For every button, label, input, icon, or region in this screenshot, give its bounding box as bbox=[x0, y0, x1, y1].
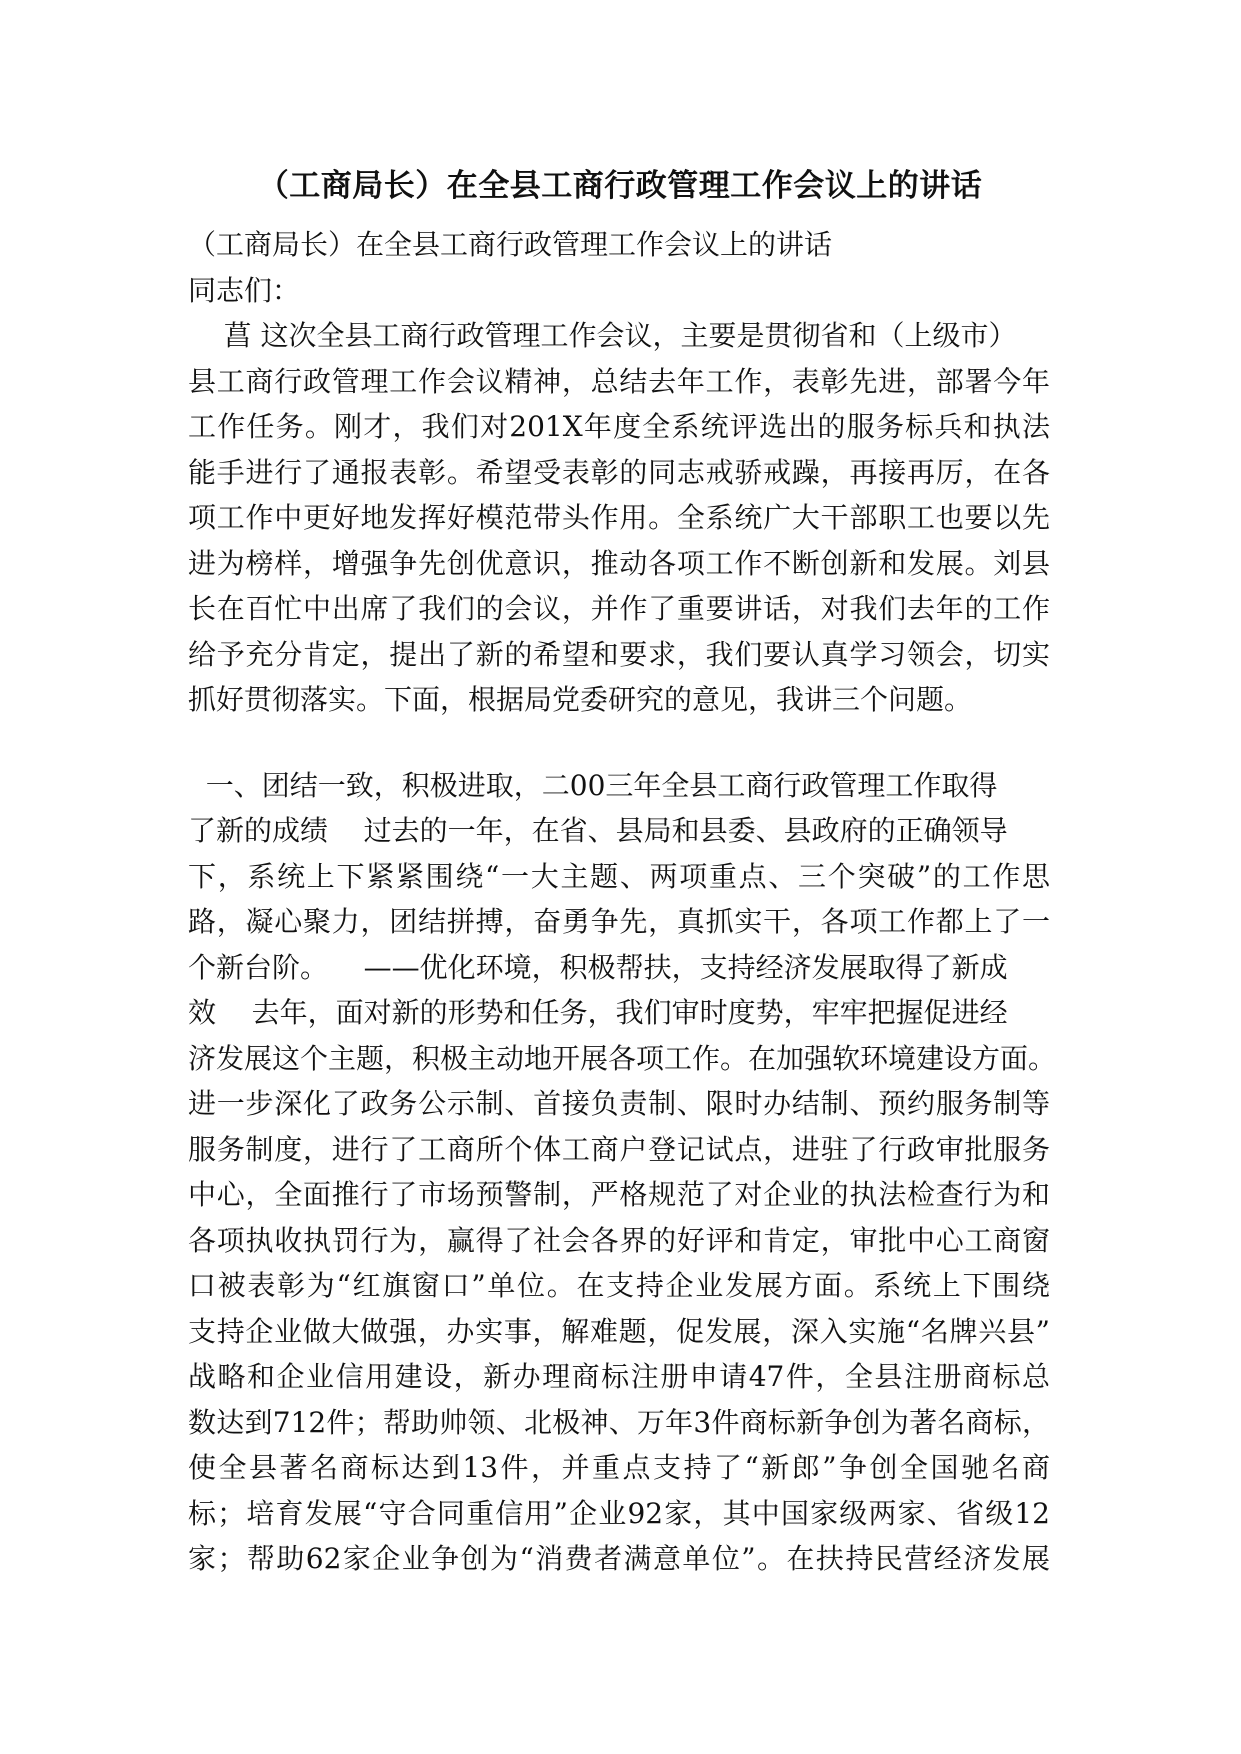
body-line: 口被表彰为“红旗窗口”单位。在支持企业发展方面。系统上下围绕 bbox=[188, 1269, 1050, 1302]
body-line: （工商局长）在全县工商行政管理工作会议上的讲话 bbox=[188, 228, 833, 261]
body-line: 项工作中更好地发挥好模范带头作用。全系统广大干部职工也要以先 bbox=[188, 501, 1050, 534]
body-line: 支持企业做大做强，办实事，解难题，促发展，深入实施“名牌兴县” bbox=[188, 1314, 1050, 1348]
body-line: 工作任务。刚才，我们对201X年度全系统评选出的服务标兵和执法 bbox=[188, 410, 1050, 443]
salutation-line: 同志们： bbox=[188, 273, 301, 307]
document-body bbox=[188, 222, 1057, 1582]
body-line: 能手进行了通报表彰。希望受表彰的同志戒骄戒躁，再接再厉，在各 bbox=[188, 455, 1050, 489]
body-line: 家；帮助62家企业争创为“消费者满意单位”。在扶持民营经济发展 bbox=[188, 1542, 1050, 1575]
body-line: 抓好贯彻落实。下面，根据局党委研究的意见，我讲三个问题。 bbox=[188, 683, 973, 716]
paragraph-gap bbox=[188, 723, 1050, 763]
body-line: 路，凝心聚力，团结拼搏，奋勇争先，真抓实干，各项工作都上了一 bbox=[188, 905, 1050, 938]
body-line: 使全县著名商标达到13件，并重点支持了“新郎”争创全国驰名商 bbox=[188, 1451, 1050, 1484]
body-line: 标；培育发展“守合同重信用”企业92家，其中国家级两家、省级12 bbox=[188, 1496, 1050, 1530]
body-line: 效 去年，面对新的形势和任务，我们审时度势，牢牢把握促进经 bbox=[188, 996, 1008, 1029]
body-line: 长在百忙中出席了我们的会议，并作了重要讲话，对我们去年的工作 bbox=[188, 592, 1050, 625]
body-line: 战略和企业信用建设，新办理商标注册申请47件，全县注册商标总 bbox=[188, 1360, 1050, 1393]
body-line: 进为榜样，增强争先创优意识，推动各项工作不断创新和发展。刘县 bbox=[188, 546, 1050, 580]
section-heading-line: 一、团结一致，积极进取，二00三年全县工商行政管理工作取得 bbox=[188, 768, 998, 802]
body-line: 了新的成绩 过去的一年，在省、县局和县委、县政府的正确领导 bbox=[188, 814, 1008, 847]
document-title: （工商局长）在全县工商行政管理工作会议上的讲话 bbox=[257, 168, 983, 204]
body-line: 进一步深化了政务公示制、首接负责制、限时办结制、预约服务制等 bbox=[188, 1087, 1050, 1120]
body-line: 济发展这个主题，积极主动地开展各项工作。在加强软环境建设方面。 bbox=[188, 1041, 1057, 1075]
body-line: 菖 这次全县工商行政管理工作会议，主要是贯彻省和（上级市） bbox=[188, 319, 1017, 352]
body-line: 服务制度，进行了工商所个体工商户登记试点，进驻了行政审批服务 bbox=[188, 1132, 1050, 1166]
body-line: 下，系统上下紧紧围绕“一大主题、两项重点、三个突破”的工作思 bbox=[188, 859, 1050, 893]
body-line: 各项执收执罚行为，赢得了社会各界的好评和肯定，审批中心工商窗 bbox=[188, 1223, 1050, 1257]
body-line: 中心，全面推行了市场预警制，严格规范了对企业的执法检查行为和 bbox=[188, 1178, 1050, 1211]
body-line: 个新台阶。 ——优化环境，积极帮扶，支持经济发展取得了新成 bbox=[188, 950, 1008, 984]
body-line: 县工商行政管理工作会议精神，总结去年工作，表彰先进，部署今年 bbox=[188, 364, 1050, 398]
body-line: 给予充分肯定，提出了新的希望和要求，我们要认真学习领会，切实 bbox=[188, 637, 1050, 671]
body-line: 数达到712件；帮助帅领、北极神、万年3件商标新争创为著名商标， bbox=[188, 1405, 1050, 1439]
